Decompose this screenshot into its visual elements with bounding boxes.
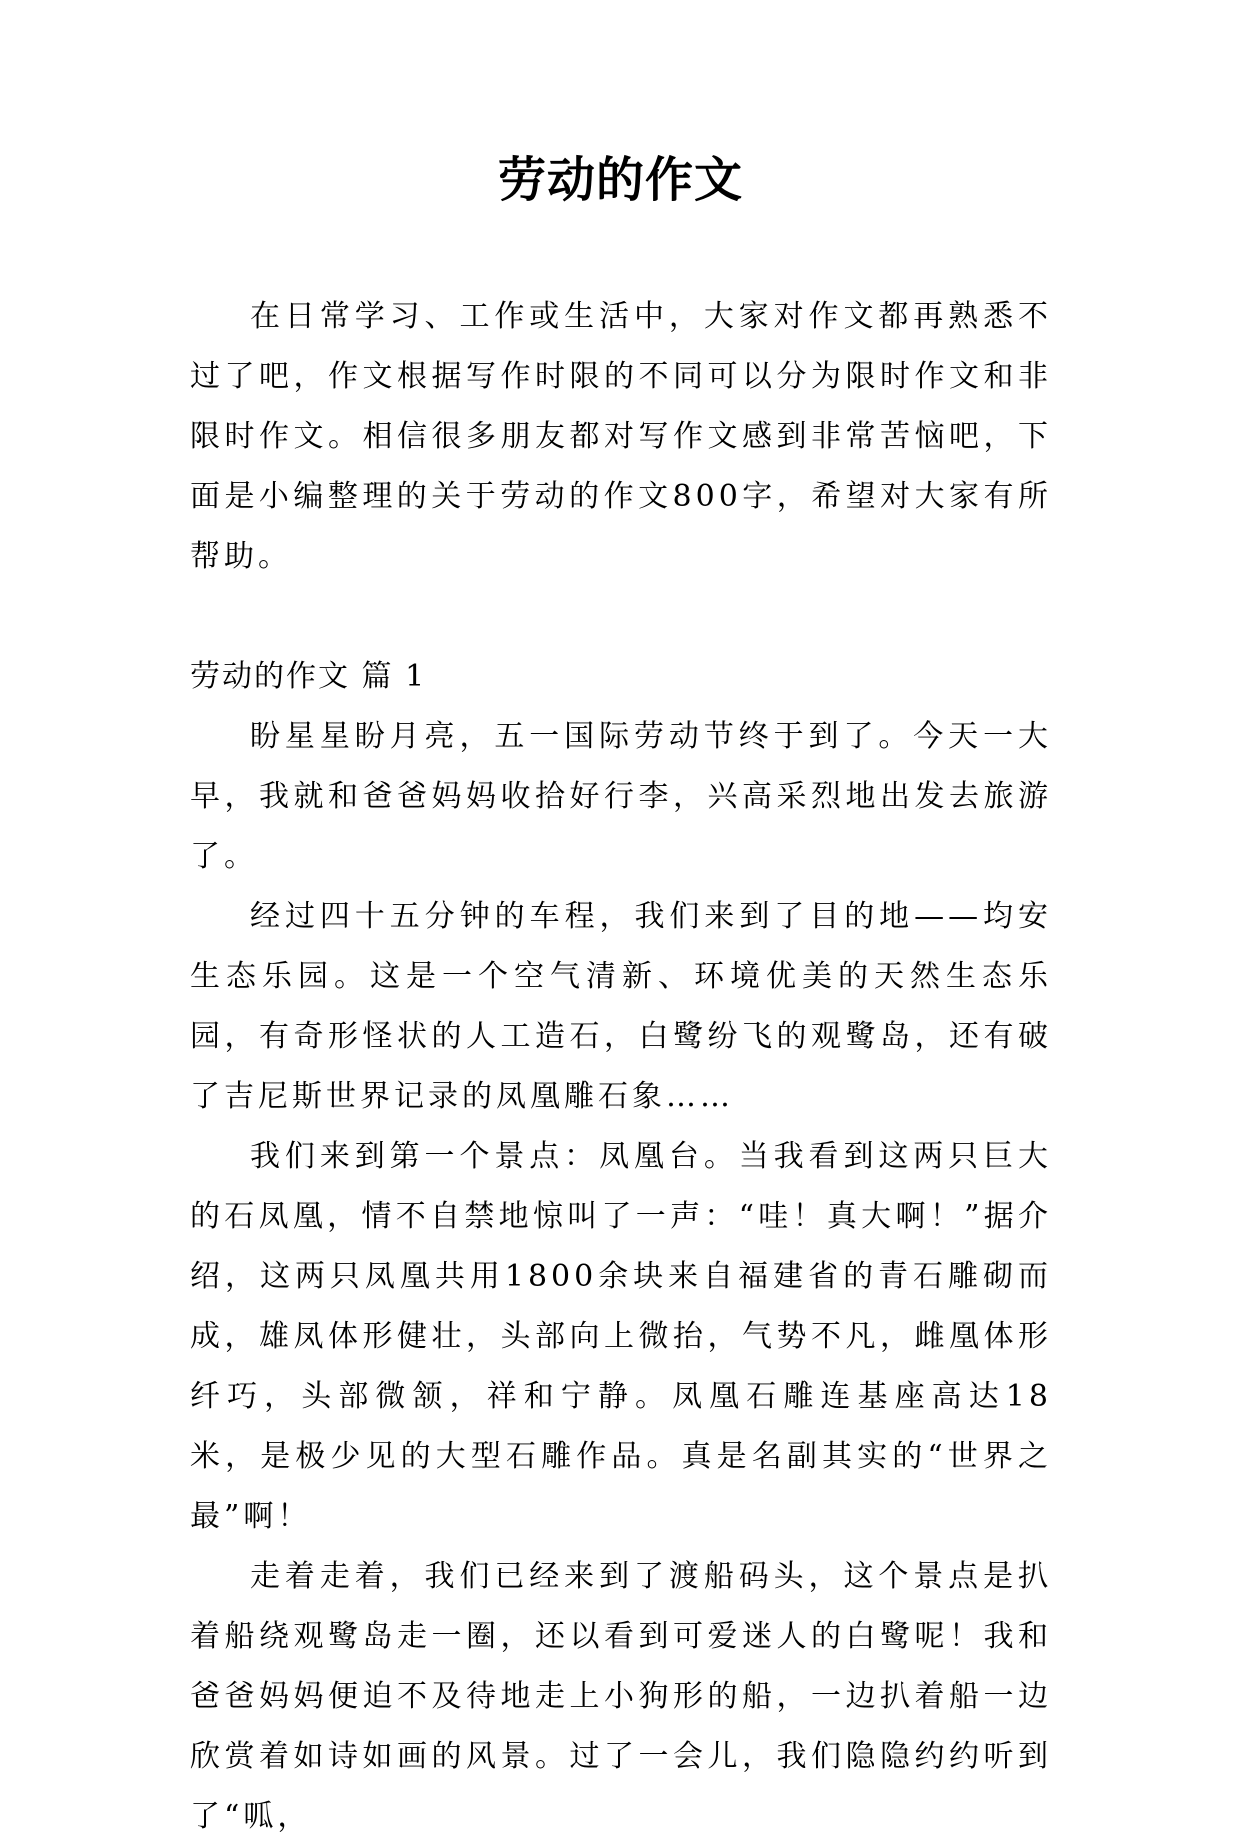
body-paragraph: 盼星星盼月亮，五一国际劳动节终于到了。今天一大早，我就和爸爸妈妈收拾好行李，兴高采烈地出发去旅游了。 [190,719,1052,874]
intro-paragraph: 在日常学习、工作或生活中，大家对作文都再熟悉不过了吧，作文根据写作时限的不同可以分为限时作文和非限时作文。相信很多朋友都对写作文感到非常苦恼吧，下面是小编整理的关于劳动的作文800字，希望对大家有所帮助。 [190,299,1052,574]
document-body [190,287,1052,1847]
paragraph-spacer [190,587,1052,647]
body-paragraph: 经过四十五分钟的车程，我们来到了目的地——均安生态乐园。这是一个空气清新、环境优美的天然生态乐园，有奇形怪状的人工造石，白鹭纷飞的观鹭岛，还有破了吉尼斯世界记录的凤凰雕石象…… [190,899,1052,1114]
body-paragraph: 走着走着，我们已经来到了渡船码头，这个景点是扒着船绕观鹭岛走一圈，还以看到可爱迷人的白鹭呢！我和爸爸妈妈便迫不及待地走上小狗形的船，一边扒着船一边欣赏着如诗如画的风景。过了一会儿，我们隐隐约约听到了“呱， [190,1559,1052,1834]
section-heading: 劳动的作文 篇 1 [190,659,427,694]
document-title: 劳动的作文 [497,152,743,208]
body-paragraph: 我们来到第一个景点：凤凰台。当我看到这两只巨大的石凤凰，情不自禁地惊叫了一声：“哇！真大啊！”据介绍，这两只凤凰共用1800余块来自福建省的青石雕砌而成，雄凤体形健壮，头部向上微抬，气势不凡，雌凰体形纤巧，头部微颔，祥和宁静。凤凰石雕连基座高达18米，是极少见的大型石雕作品。真是名副其实的“世界之最”啊！ [190,1139,1052,1534]
